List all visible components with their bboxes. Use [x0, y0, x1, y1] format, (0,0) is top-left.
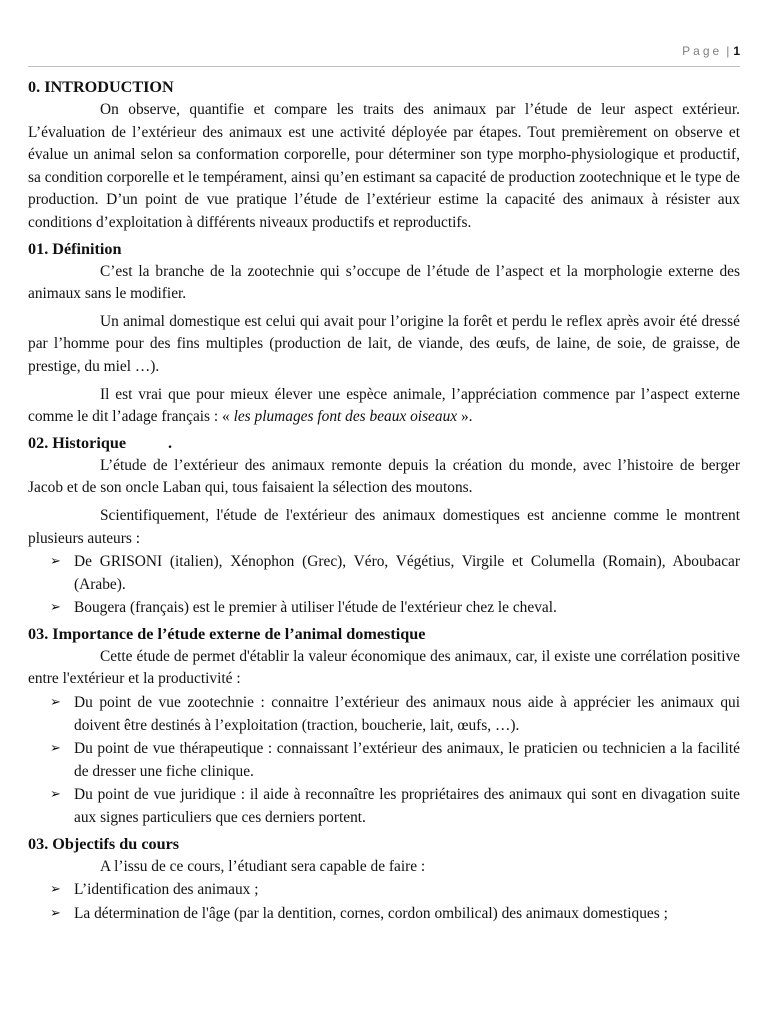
introduction-paragraph: On observe, quantifie et compare les traits des animaux par l’étude de leur aspect extérieur. L’évaluation de l’extérieur des animaux est une activité déployée par étapes. Tout premièrement on observe et évalue un animal selon sa conformation corporelle, pour déterminer son type morpho-physiologique et productif, sa condition corporelle et le tempérament, ainsi qu’en estimant sa capacité de production zootechnique et le type de production. D’un point de vue pratique l’étude de l’extérieur estime la capacité des animaux à résister aux conditions d’exploitation à différents niveaux productifs et reproductifs. [28, 101, 740, 231]
historique-paragraph-1: L’étude de l’extérieur des animaux remonte depuis la création du monde, avec l’histoire de berger Jacob et de son oncle Laban qui, tous faisaient la sélection des moutons. [28, 456, 740, 497]
page-header [28, 44, 740, 64]
objectifs-bullet-list [28, 879, 740, 925]
list-item [28, 551, 740, 596]
list-item-text: De GRISONI (italien), Xénophon (Grec), Véro, Végétius, Virgile et Columella (Romain), Aboubacar (Arabe). [74, 553, 740, 593]
list-item [28, 738, 740, 783]
list-item [28, 784, 740, 829]
arrow-bullet-icon: ➢ [50, 882, 61, 898]
list-item [28, 692, 740, 737]
adage-quote: les plumages font des beaux oiseaux [233, 408, 458, 426]
definition-paragraph-1: C’est la branche de la zootechnie qui s’occupe de l’étude de l’aspect et la morphologie externe des animaux sans le modifier. [28, 262, 740, 303]
arrow-bullet-icon: ➢ [50, 695, 61, 711]
definition-paragraph-2: Un animal domestique est celui qui avait pour l’origine la forêt et perdu le reflex après avoir été dressé par l’homme pour des fins multiples (production de lait, de viande, des œufs, de laine, de soie, de graisse, de prestige, du miel …). [28, 312, 740, 375]
importance-bullet-list [28, 692, 740, 830]
header-rule [28, 66, 740, 67]
arrow-bullet-icon: ➢ [50, 600, 61, 616]
list-item-text: Du point de vue thérapeutique : connaissant l’extérieur des animaux, le praticien ou technicien a la facilité de dresser une fiche clinique. [74, 740, 740, 780]
list-item-text: La détermination de l'âge (par la dentition, cornes, cordon ombilical) des animaux domestiques ; [74, 904, 668, 922]
list-item-text: Bougera (français) est le premier à utiliser l'étude de l'extérieur chez le cheval. [74, 599, 557, 617]
page-separator: | [726, 44, 730, 58]
historique-title-text: 02. Historique [28, 433, 127, 452]
list-item [28, 903, 740, 926]
page-label: Page [682, 44, 723, 58]
arrow-bullet-icon: ➢ [50, 741, 61, 757]
section-title-definition: 01. Définition [28, 239, 122, 258]
list-item [28, 597, 740, 620]
document-body [28, 75, 740, 925]
historique-title-dot: . [168, 433, 173, 452]
definition-paragraph-3 [28, 384, 740, 429]
arrow-bullet-icon: ➢ [50, 787, 61, 803]
list-item [28, 879, 740, 902]
objectifs-paragraph: A l’issu de ce cours, l’étudiant sera capable de faire : [100, 857, 426, 875]
list-item-text: L’identification des animaux ; [74, 881, 259, 899]
list-item-text: Du point de vue zootechnie : connaitre l’extérieur des animaux nous aide à apprécier les animaux qui doivent être destinés à l’exploitation (traction, boucherie, lait, œufs, …). [74, 694, 740, 734]
section-title-objectifs: 03. Objectifs du cours [28, 834, 180, 853]
arrow-bullet-icon: ➢ [50, 554, 61, 570]
definition-p3-end: ». [457, 408, 473, 426]
definition-p3-text: Il est vrai que pour mieux élever une espèce animale, l’appréciation commence par l’aspect externe comme le dit l’adage français : « [28, 385, 740, 426]
section-title-introduction: 0. INTRODUCTION [28, 78, 174, 96]
section-title-historique [28, 431, 740, 455]
list-item-text: Du point de vue juridique : il aide à reconnaître les propriétaires des animaux qui sont en divagation suite aux signes particuliers que ces derniers portent. [74, 786, 740, 827]
historique-paragraph-2: Scientifiquement, l'étude de l'extérieur des animaux domestiques est ancienne comme le montrent plusieurs auteurs : [28, 506, 740, 547]
page-number: 1 [733, 44, 740, 58]
importance-paragraph: Cette étude de permet d'établir la valeur économique des animaux, car, il existe une corrélation positive entre l'extérieur et la productivité : [28, 647, 740, 688]
arrow-bullet-icon: ➢ [50, 905, 61, 921]
section-title-importance: 03. Importance de l’étude externe de l’animal domestique [28, 624, 426, 643]
historique-bullet-list [28, 551, 740, 620]
